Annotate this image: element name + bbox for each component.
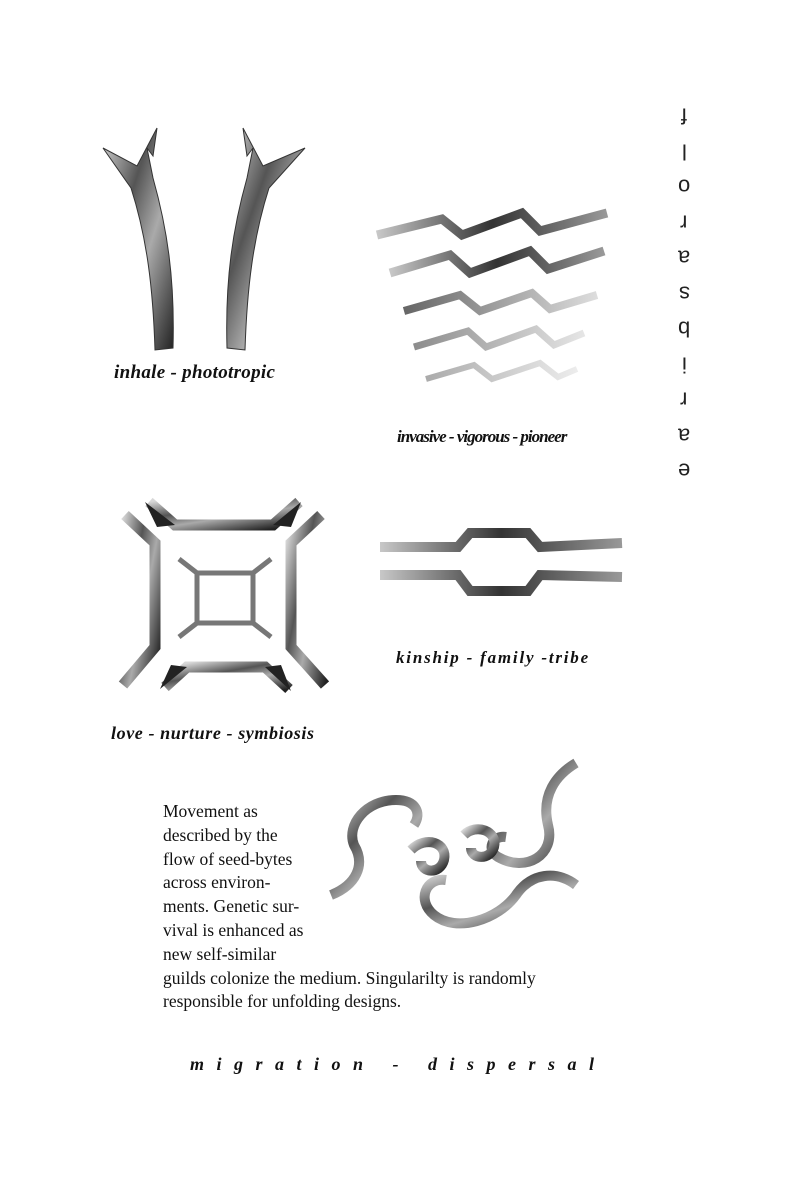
body-line: guilds colonize the medium. Singularilty is randomly xyxy=(163,967,536,988)
vertical-title-letter: i xyxy=(681,352,687,377)
inhale-figure xyxy=(95,118,315,358)
body-line: described by the xyxy=(163,824,278,845)
body-paragraph xyxy=(163,800,593,1014)
vertical-title-letter: e xyxy=(677,458,691,484)
body-line: new self-similar xyxy=(163,943,277,964)
vertical-title-letter: s xyxy=(678,281,690,306)
body-line: across environ- xyxy=(163,872,271,893)
vertical-title-letter: a xyxy=(677,245,691,271)
caption-inhale: inhale - phototropic xyxy=(114,362,276,383)
vertical-title-letter: f xyxy=(680,103,688,129)
caption-migration: migration - dispersal xyxy=(190,1054,607,1074)
body-line: responsible for unfolding designs. xyxy=(163,991,402,1012)
body-line: Movement as xyxy=(163,801,258,821)
body-line: flow of seed-bytes xyxy=(163,848,293,869)
caption-kinship: kinship - family -tribe xyxy=(396,648,590,667)
vertical-title-letter: r xyxy=(680,387,688,413)
caption-love: love - nurture - symbiosis xyxy=(111,723,315,743)
invasive-figure xyxy=(372,205,617,395)
vertical-title-letter: l xyxy=(681,139,687,164)
vertical-title-letter: r xyxy=(680,210,688,235)
kinship-figure xyxy=(370,515,628,615)
love-figure xyxy=(105,497,345,697)
body-line: vival is enhanced as xyxy=(163,919,304,940)
body-line: ments. Genetic sur- xyxy=(163,896,300,917)
vertical-title-letter: o xyxy=(677,174,691,200)
caption-invasive: invasive - vigorous - pioneer xyxy=(397,427,567,446)
vertical-title xyxy=(664,98,704,489)
vertical-title-letter: b xyxy=(677,316,691,342)
vertical-title-letter: a xyxy=(677,423,691,448)
